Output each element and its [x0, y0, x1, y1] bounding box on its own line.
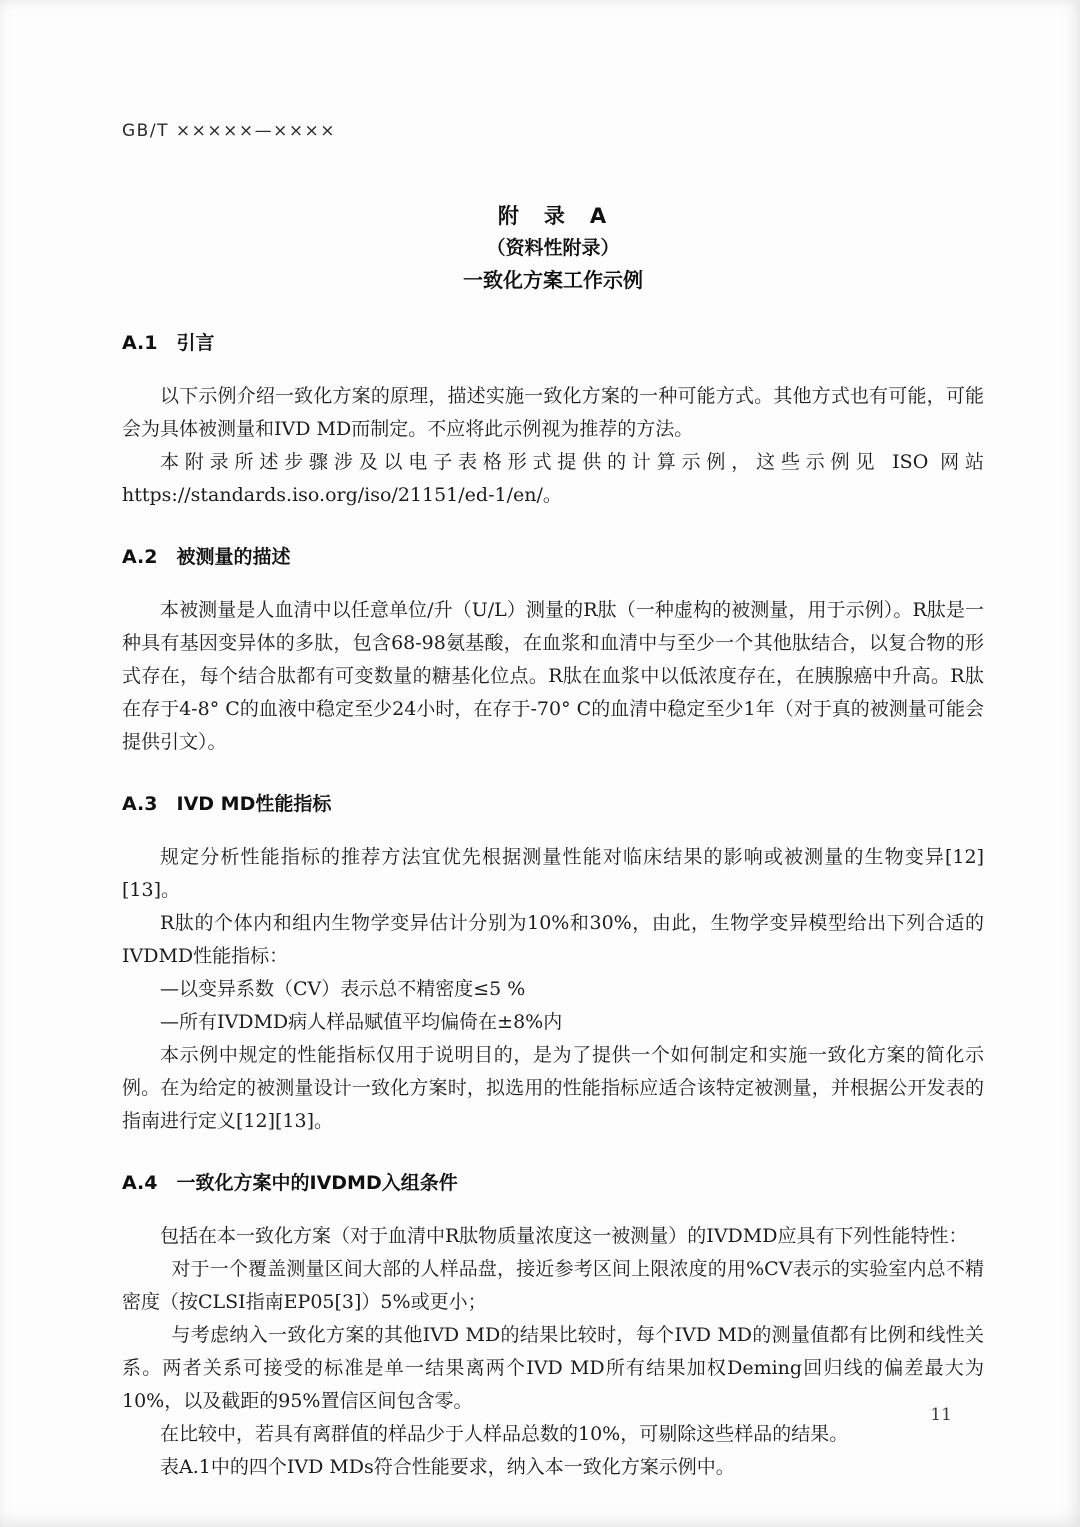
paragraph: 规定分析性能指标的推荐方法宜优先根据测量性能对临床结果的影响或被测量的生物变异[12][13]。 [122, 846, 984, 901]
paragraph: 表A.1中的四个IVD MDs符合性能要求，纳入本一致化方案示例中。 [160, 1456, 735, 1478]
section-heading: A.1 引言 [122, 332, 215, 354]
page-number: 11 [930, 1405, 952, 1425]
paragraph: 包括在本一致化方案（对于血清中R肽物质量浓度这一被测量）的IVDMD应具有下列性能特性： [160, 1225, 968, 1247]
running-header: GB/T ×××××—×××× [122, 121, 337, 141]
paragraph: R肽的个体内和组内生物学变异估计分别为10%和30%，由此，生物学变异模型给出下列合适的IVDMD性能指标： [122, 912, 984, 967]
paragraph: 对于一个覆盖测量区间大部的人样品盘，接近参考区间上限浓度的用%CV表示的实验室内总不精密度（按CLSI指南EP05[3]）5%或更小； [122, 1258, 984, 1313]
paragraph: 本被测量是人血清中以任意单位/升（U/L）测量的R肽（一种虚构的被测量，用于示例）。R肽是一种具有基因变异体的多肽，包含68-98氨基酸，在血浆和血清中与至少一个其他肽结合，以复合物的形式存在，每个结合肽都有可变数量的糖基化位点。R肽在血浆中以低浓度存在，在胰腺癌中升高。R肽在存于4-8° C的血液中稳定至少24小时，在存于-70° C的血清中稳定至少1年（对于真的被测量可能会提供引文）。 [122, 599, 984, 753]
section-introduction [122, 332, 984, 512]
appendix-title-block [122, 200, 984, 296]
section-heading: A.4 一致化方案中的IVDMD入组条件 [122, 1172, 458, 1194]
appendix-title-line2: （资料性附录） [486, 237, 620, 259]
paragraph: 本附录所述步骤涉及以电子表格形式提供的计算示例，这些示例见 ISO 网站 https://standards.iso.org/iso/21151/ed-1/en/。 [122, 451, 984, 506]
section-heading: A.2 被测量的描述 [122, 546, 291, 568]
appendix-title-line3: 一致化方案工作示例 [463, 268, 643, 292]
section-heading: A.3 IVD MD性能指标 [122, 793, 332, 815]
paragraph: 本示例中规定的性能指标仅用于说明目的，是为了提供一个如何制定和实施一致化方案的简化示例。在为给定的被测量设计一致化方案时，拟选用的性能指标应适合该特定被测量，并根据公开发表的指南进行定义[12][13]。 [122, 1044, 984, 1132]
appendix-title-line1: 附 录 A [497, 204, 609, 228]
dash-list-item: —所有IVDMD病人样品赋值平均偏倚在±8%内 [160, 1011, 563, 1033]
paragraph: 在比较中，若具有离群值的样品少于人样品总数的10%，可剔除这些样品的结果。 [160, 1423, 849, 1445]
paragraph: 与考虑纳入一致化方案的其他IVD MD的结果比较时，每个IVD MD的测量值都有比例和线性关系。两者关系可接受的标准是单一结果离两个IVD MD所有结果加权Deming回归线的偏差最大为10%，以及截距的95%置信区间包含零。 [122, 1324, 984, 1412]
section-measurand-description [122, 546, 984, 759]
paragraph: 以下示例介绍一致化方案的原理，描述实施一致化方案的一种可能方式。其他方式也有可能，可能会为具体被测量和IVD MD而制定。不应将此示例视为推荐的方法。 [122, 385, 984, 440]
section-enrollment-criteria [122, 1172, 984, 1484]
dash-list-item: —以变异系数（CV）表示总不精密度≤5 % [160, 978, 526, 1000]
section-ivd-md-performance-specs [122, 793, 984, 1138]
